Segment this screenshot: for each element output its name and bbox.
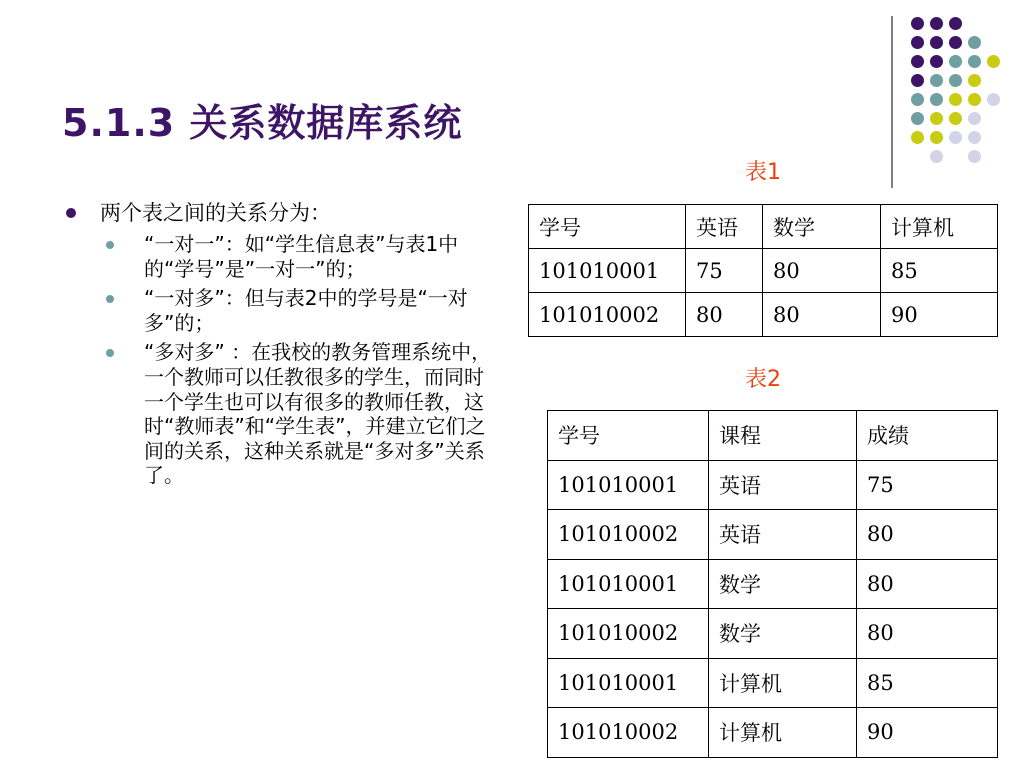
decorative-dot bbox=[911, 74, 924, 87]
decorative-dot bbox=[987, 93, 1000, 106]
decorative-dot bbox=[987, 55, 1000, 68]
decorative-dot bbox=[949, 17, 962, 30]
decorative-dot bbox=[930, 74, 943, 87]
table-cell: 85 bbox=[857, 658, 998, 708]
table-header-row bbox=[529, 205, 998, 249]
bullet-item-main bbox=[60, 198, 500, 228]
table-header-cell: 数学 bbox=[763, 205, 881, 249]
table-row bbox=[548, 708, 998, 758]
sub-bullet-dot-icon bbox=[106, 349, 114, 357]
table-cell: 80 bbox=[763, 293, 881, 337]
decorative-dot bbox=[968, 93, 981, 106]
table-header-cell: 学号 bbox=[548, 411, 709, 461]
divider-line bbox=[891, 16, 893, 188]
table1 bbox=[528, 204, 998, 337]
table1-caption: 表1 bbox=[745, 160, 781, 185]
table2-caption: 表2 bbox=[745, 367, 781, 392]
table-cell: 101010002 bbox=[548, 510, 709, 560]
decorative-dot bbox=[968, 112, 981, 125]
table-header-cell: 学号 bbox=[529, 205, 686, 249]
decorative-dot bbox=[968, 36, 981, 49]
decorative-dot bbox=[930, 131, 943, 144]
decorative-dot bbox=[911, 55, 924, 68]
table2 bbox=[547, 410, 998, 758]
decorative-dot bbox=[949, 55, 962, 68]
decorative-dot bbox=[949, 36, 962, 49]
table-cell: 数学 bbox=[709, 609, 857, 659]
table-row bbox=[548, 609, 998, 659]
decorative-dot bbox=[911, 112, 924, 125]
table-cell: 101010002 bbox=[548, 708, 709, 758]
sub-bullet-dot-icon bbox=[106, 241, 114, 249]
sub-bullet-many-to-many bbox=[60, 340, 494, 488]
decorative-dot bbox=[911, 131, 924, 144]
table-cell: 英语 bbox=[709, 510, 857, 560]
sub-bullet-list bbox=[60, 232, 500, 488]
sub-bullet-one-to-many bbox=[60, 286, 494, 335]
table-cell: 75 bbox=[857, 460, 998, 510]
table-header-cell: 成绩 bbox=[857, 411, 998, 461]
table-cell: 计算机 bbox=[709, 708, 857, 758]
sub-bullet-one-to-one bbox=[60, 232, 494, 281]
table-cell: 101010002 bbox=[529, 293, 686, 337]
table-cell: 101010001 bbox=[529, 249, 686, 293]
table-cell: 80 bbox=[857, 609, 998, 659]
decorative-dot bbox=[911, 17, 924, 30]
table-cell: 80 bbox=[857, 559, 998, 609]
sub-bullet-dot-icon bbox=[106, 295, 114, 303]
table-cell: 80 bbox=[763, 249, 881, 293]
table-row bbox=[529, 249, 998, 293]
table-cell: 75 bbox=[686, 249, 763, 293]
table-row bbox=[548, 510, 998, 560]
table-cell: 英语 bbox=[709, 460, 857, 510]
sub-bullet-text: “多对多” ：在我校的教务管理系统中，一个教师可以任教很多的学生，而同时一个学生也可以有很多的教师任教，这时“教师表”和“学生表”，并建立它们之间的关系，这种关系就是“多对多”关系了。 bbox=[144, 340, 492, 488]
decorative-dot bbox=[968, 55, 981, 68]
table-header-cell: 计算机 bbox=[881, 205, 998, 249]
table-cell: 101010001 bbox=[548, 559, 709, 609]
decorative-dot bbox=[930, 36, 943, 49]
decorative-dot bbox=[949, 74, 962, 87]
table-cell: 90 bbox=[857, 708, 998, 758]
table-cell: 计算机 bbox=[709, 658, 857, 708]
decorative-dot bbox=[930, 150, 943, 163]
table-header-cell: 课程 bbox=[709, 411, 857, 461]
table-cell: 85 bbox=[881, 249, 998, 293]
table-cell: 101010001 bbox=[548, 460, 709, 510]
decorative-dot bbox=[968, 150, 981, 163]
decorative-dot bbox=[949, 131, 962, 144]
decorative-dot bbox=[968, 74, 981, 87]
decorative-dot bbox=[968, 131, 981, 144]
table-header-cell: 英语 bbox=[686, 205, 763, 249]
decorative-dot bbox=[930, 55, 943, 68]
table-row bbox=[548, 559, 998, 609]
decorative-dot bbox=[930, 93, 943, 106]
table-header-row bbox=[548, 411, 998, 461]
table-row bbox=[548, 460, 998, 510]
decorative-dot bbox=[949, 93, 962, 106]
decorative-dot bbox=[911, 36, 924, 49]
sub-bullet-text: “一对一”：如“学生信息表”与表1中的“学号”是”一对一”的； bbox=[144, 232, 459, 281]
slide-title: 5.1.3 关系数据库系统 bbox=[62, 101, 463, 145]
decorative-dot bbox=[930, 17, 943, 30]
table-cell: 数学 bbox=[709, 559, 857, 609]
table-cell: 101010002 bbox=[548, 609, 709, 659]
table-cell: 101010001 bbox=[548, 658, 709, 708]
decorative-dot bbox=[949, 112, 962, 125]
table-cell: 80 bbox=[857, 510, 998, 560]
table-row bbox=[548, 658, 998, 708]
table-cell: 90 bbox=[881, 293, 998, 337]
bullet-dot-icon bbox=[66, 208, 76, 218]
decorative-dot bbox=[911, 93, 924, 106]
decorative-dot bbox=[930, 112, 943, 125]
table-cell: 80 bbox=[686, 293, 763, 337]
bullet-text: 两个表之间的关系分为： bbox=[100, 201, 331, 225]
table-row bbox=[529, 293, 998, 337]
sub-bullet-text: “一对多”：但与表2中的学号是“一对多”的； bbox=[144, 286, 468, 335]
bullet-list bbox=[60, 198, 500, 493]
